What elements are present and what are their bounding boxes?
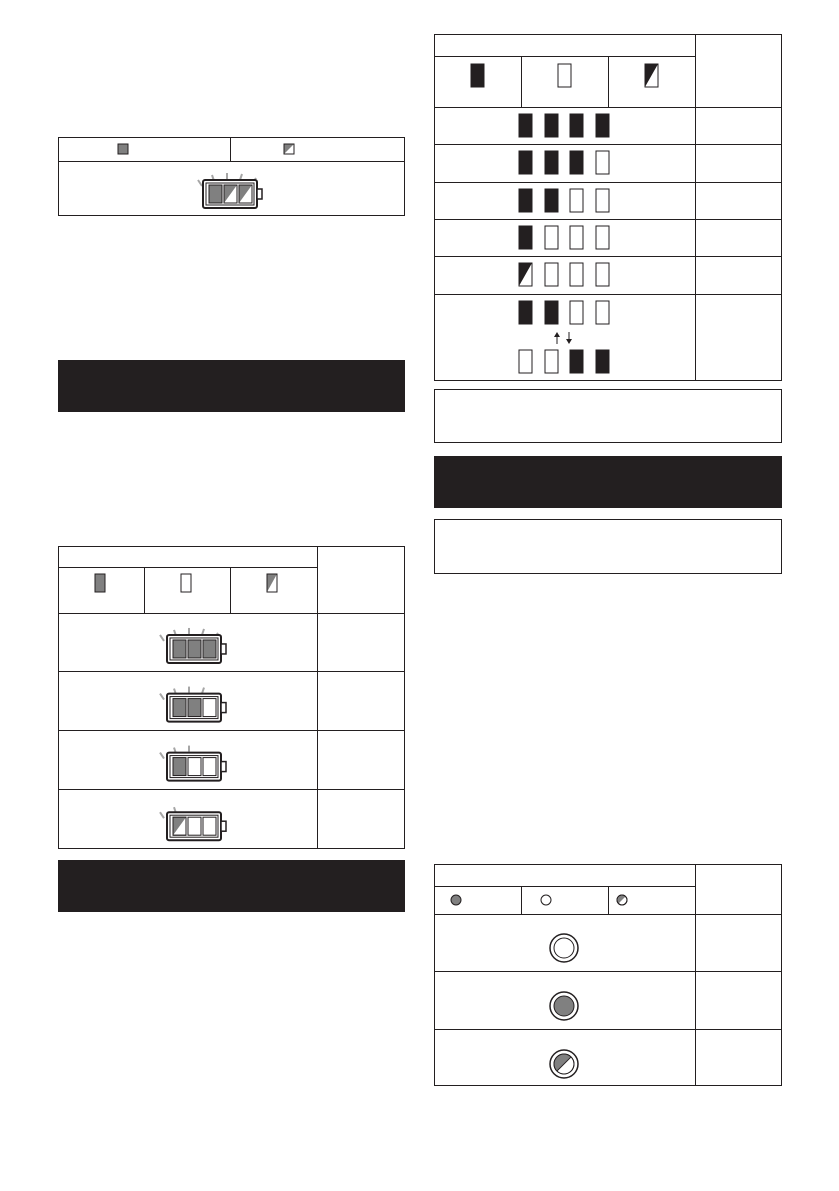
lamp-4 [596,189,609,212]
lamp-2 [545,263,558,286]
status-row-4-battery-icon [167,812,226,840]
legend-half-filled-square-icon [284,144,294,154]
battery-segment-1 [173,758,186,776]
lamp-1 [519,114,532,137]
four-lamp-row-2 [519,151,609,174]
lamp-2 [545,151,558,174]
lamp-2 [545,114,558,137]
lamp-a-3 [570,301,583,324]
battery-segment-3 [203,640,216,658]
note-box-2 [434,519,782,574]
lamp-3 [570,263,583,286]
up-down-arrow-icon [554,332,572,344]
four-lamp-row-4 [519,226,609,249]
lamp-a-4 [596,301,609,324]
status-legend-led_off [181,574,191,592]
status-legend-led_blink [267,574,277,592]
battery-segment-2 [188,758,201,776]
lamp-2 [545,226,558,249]
battery-segment-2 [188,817,201,835]
ring-lamp-table-graphic [434,864,782,1086]
battery-segment-1 [173,699,186,717]
legend-table [58,137,405,216]
status-row-2-battery-icon [167,694,226,722]
ring-legend-blink [617,895,627,905]
four-lamp-alternating-row [519,301,609,373]
battery-segment-3 [203,758,216,776]
battery-status-table-graphic [58,546,405,849]
battery-segment-1 [209,185,222,203]
ring-row-3-round-lamp-icon [550,1050,578,1078]
four-lamp-table-graphic [434,34,782,381]
lamp-b-2 [545,350,558,373]
section-heading-bar-2 [58,860,405,912]
lamp-1 [519,226,532,249]
lamp-2 [545,189,558,212]
lamp-a-1 [519,301,532,324]
ring-row-2-round-lamp-icon [550,992,578,1020]
battery-segment-3 [203,817,216,835]
lamp-1 [519,189,532,212]
four-lamp-row-3 [519,189,609,212]
battery-terminal [221,762,226,772]
four-lamp-row-5 [519,263,609,286]
ring-lamp-table [434,864,782,1086]
battery-segment-3 [239,185,252,203]
battery-status-table [58,546,405,849]
lamp-3 [570,151,583,174]
ring-legend-off [541,895,551,905]
battery-segment-2 [188,699,201,717]
battery-segment-2 [224,185,237,203]
battery-terminal [257,189,262,199]
four-lamp-legend-blink [645,64,658,87]
lamp-3 [570,189,583,212]
lamp-b-4 [596,350,609,373]
battery-segment-1 [173,640,186,658]
battery-terminal [221,703,226,713]
section-heading-bar-3 [434,456,782,508]
lamp-a-2 [545,301,558,324]
ring-legend-on [451,895,461,905]
status-row-3-battery-icon [167,753,226,781]
battery-terminal [221,644,226,654]
lamp-b-3 [570,350,583,373]
lamp-1 [519,263,532,286]
lamp-4 [596,226,609,249]
status-row-1-battery-icon [167,635,226,663]
battery-terminal [221,821,226,831]
lamp-3 [570,226,583,249]
legend-gray-square-icon [118,144,128,154]
table-frame [59,547,405,849]
section-heading-bar-1 [58,360,405,412]
lamp-4 [596,114,609,137]
note-box-1 [434,389,782,443]
status-legend-led_on [95,574,105,592]
battery-segment-2 [188,640,201,658]
battery-segment-1 [173,817,186,835]
four-lamp-legend-off [558,64,571,87]
lamp-b-1 [519,350,532,373]
lamp-3 [570,114,583,137]
lamp-1 [519,151,532,174]
four-lamp-legend-on [471,64,484,87]
four-lamp-row-1 [519,114,609,137]
lamp-4 [596,263,609,286]
legend-table-graphic [58,137,405,216]
battery-segment-3 [203,699,216,717]
lamp-4 [596,151,609,174]
ring-row-1-round-lamp-icon [550,934,578,962]
legend-battery-icon [203,180,262,208]
four-lamp-table [434,34,782,381]
